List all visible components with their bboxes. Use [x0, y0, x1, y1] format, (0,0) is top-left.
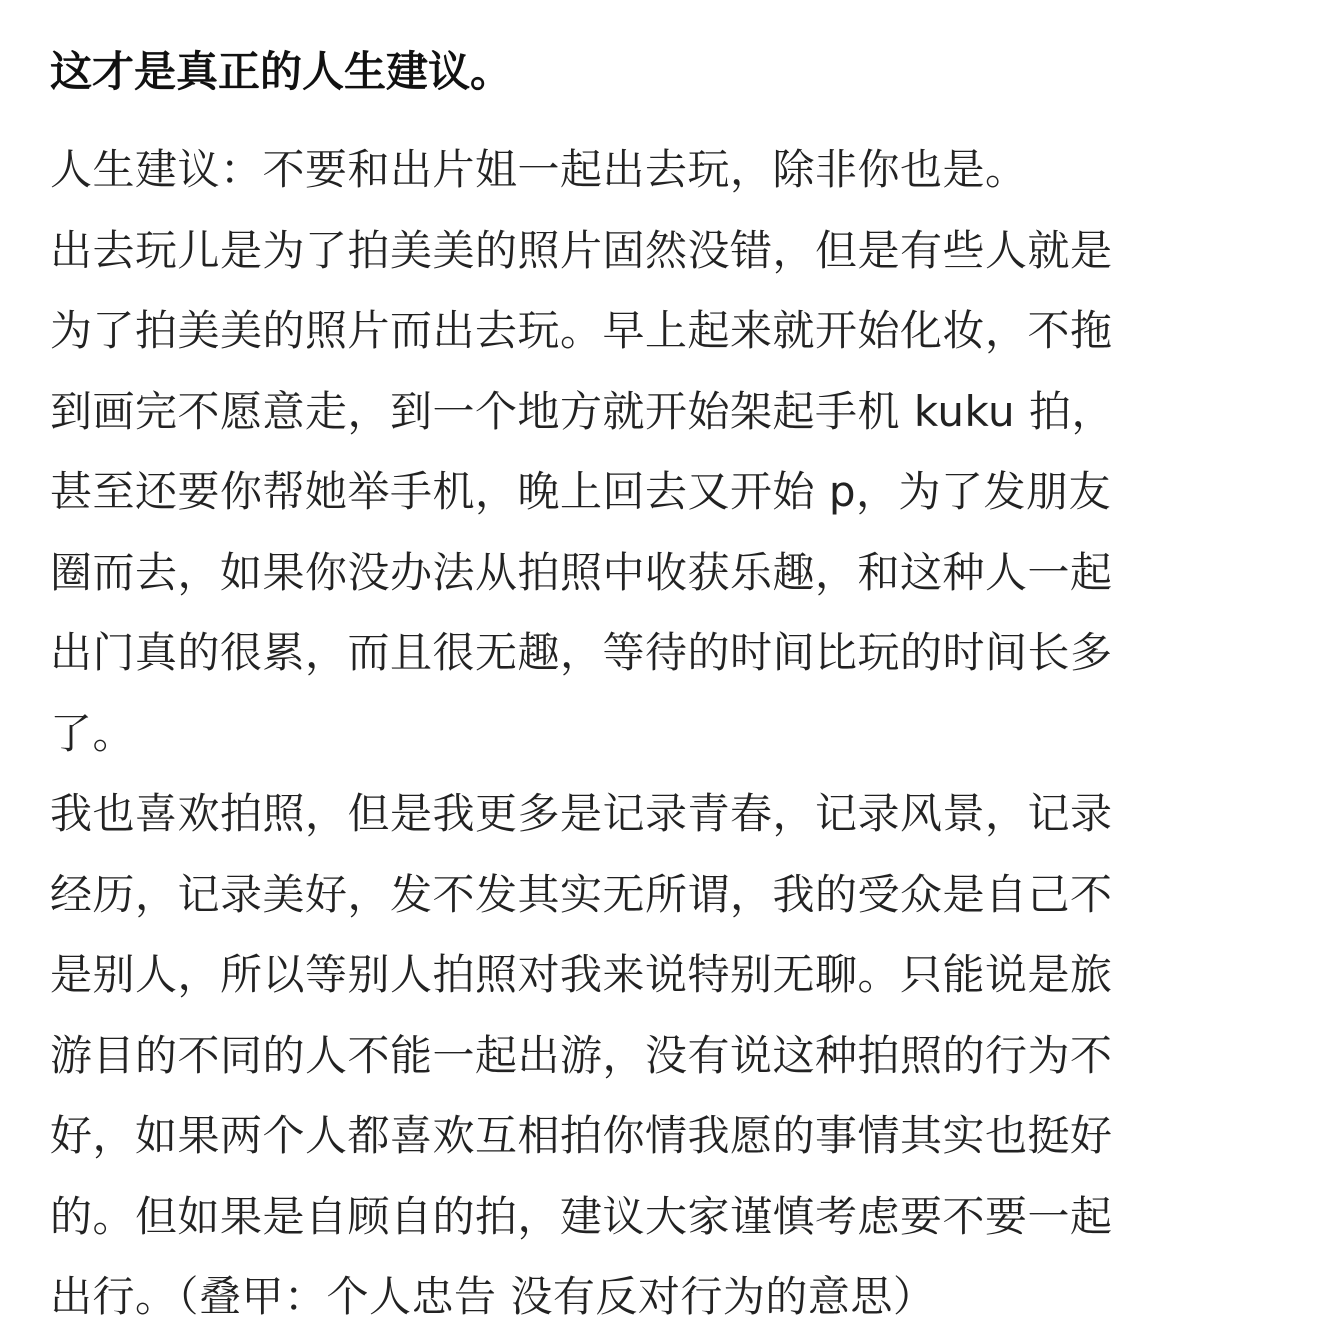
article-body [50, 130, 1275, 1338]
article-line: 好，如果两个人都喜欢互相拍你情我愿的事情其实也挺好 [50, 1111, 1113, 1160]
article-line: 的。但如果是自顾自的拍，建议大家谨慎考虑要不要一起 [50, 1191, 1113, 1241]
article-line: 为了拍美美的照片而出去玩。早上起来就开始化妆，不拖 [50, 306, 1113, 355]
article-line: 圈而去，如果你没办法从拍照中收获乐趣，和这种人一起 [50, 547, 1113, 597]
article-title: 这才是真正的人生建议。 [50, 47, 513, 96]
article-line: 到画完不愿意走，到一个地方就开始架起手机 kuku 拍， [50, 386, 1115, 436]
article-line: 我也喜欢拍照，但是我更多是记录青春，记录风景，记录 [50, 789, 1113, 838]
article-line: 出去玩儿是为了拍美美的照片固然没错，但是有些人就是 [50, 225, 1113, 275]
article-line: 是别人，所以等别人拍照对我来说特别无聊。只能说是旅 [50, 950, 1113, 999]
article [50, 40, 1275, 1338]
article-line: 了。 [50, 708, 136, 758]
article-line: 甚至还要你帮她举手机，晚上回去又开始 p，为了发朋友 [50, 467, 1112, 516]
article-line: 经历，记录美好，发不发其实无所谓，我的受众是自己不 [50, 869, 1113, 919]
article-line: 出行。（叠甲：个人忠告 没有反对行为的意思） [50, 1272, 936, 1321]
article-line: 游目的不同的人不能一起出游，没有说这种拍照的行为不 [50, 1030, 1113, 1080]
article-line: 人生建议：不要和出片姐一起出去玩，除非你也是。 [50, 145, 1028, 194]
article-line: 出门真的很累，而且很无趣，等待的时间比玩的时间长多 [50, 628, 1113, 677]
